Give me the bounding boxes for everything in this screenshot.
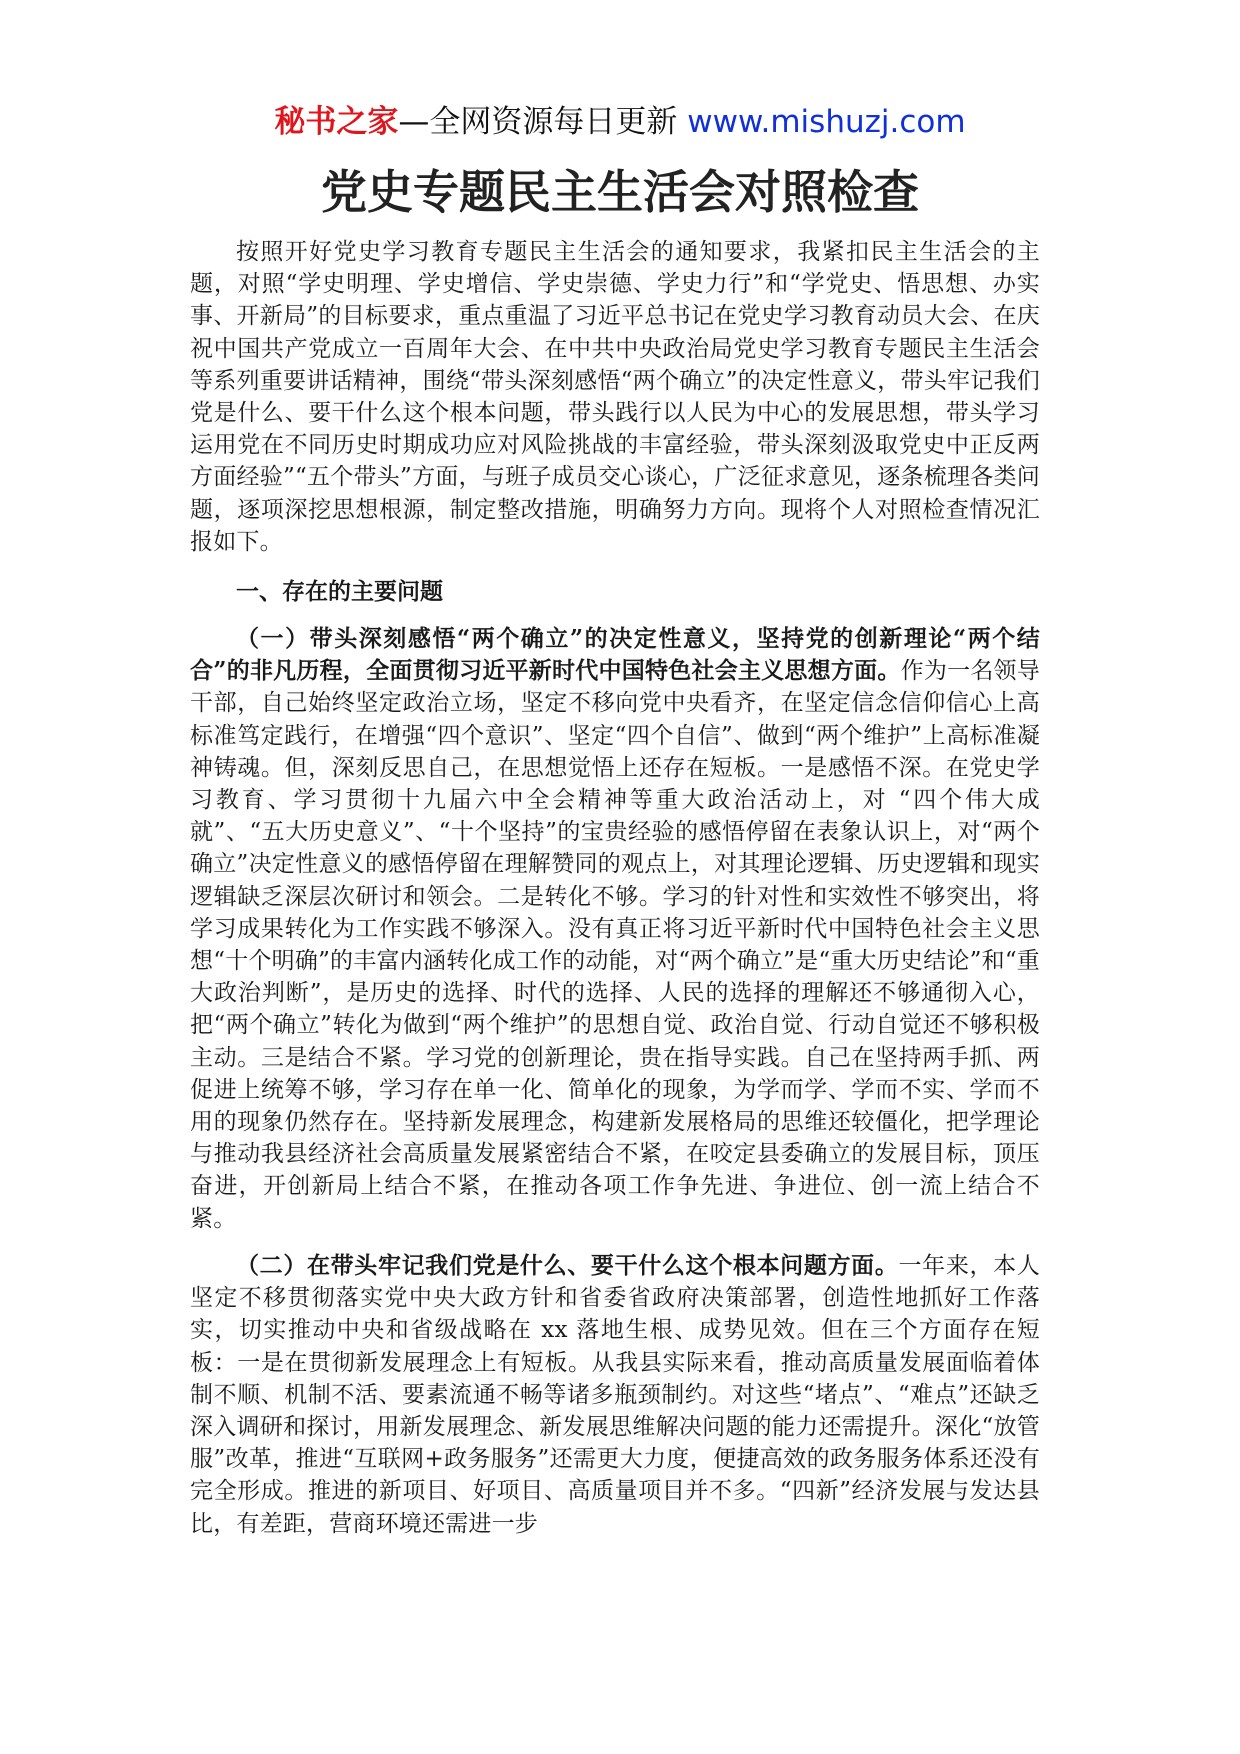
problem-item-2-title: （二）在带头牢记我们党是什么、要干什么这个根本问题方面。: [236, 1251, 899, 1279]
problem-item-1: [190, 623, 1040, 1235]
document-body: [190, 236, 1040, 1540]
problem-item-1-title: （一）带头深刻感悟“两个确立”的决定性意义，坚持党的创新理论“两个结合”的非凡历程，全面贯彻习近平新时代中国特色社会主义思想方面。: [190, 625, 1040, 685]
problem-item-2-text: 一年来，本人坚定不移贯彻落实党中央大政方针和省委省政府决策部署，创造性地抓好工作落实，切实推动中央和省级战略在 xx 落地生根、成势见效。但在三个方面存在短板：一是在贯彻新发展理念上有短板。从我县实际来看，推动高质量发展面临着体制不顺、机制不活、要素流通不畅等诸多瓶颈制约。对这些“堵点”、“难点”还缺乏深入调研和探讨，用新发展理念、新发展思维解决问题的能力还需提升。深化“放管服”改革，推进“互联网+政务服务”还需更大力度，便捷高效的政务服务体系还没有完全形成。推进的新项目、好项目、高质量项目并不多。“四新”经济发展与发达县比，有差距，营商环境还需进一步: [190, 1252, 1041, 1537]
site-slogan: —全网资源每日更新: [398, 104, 678, 140]
intro-paragraph: 按照开好党史学习教育专题民主生活会的通知要求，我紧扣民主生活会的主题，对照“学史明理、学史增信、学史崇德、学史力行”和“学党史、悟思想、办实事、开新局”的目标要求，重点重温了习近平总书记在党史学习教育动员大会、在庆祝中国共产党成立一百周年大会、在中共中央政治局党史学习教育专题民主生活会等系列重要讲话精神，围绕“带头深刻感悟“两个确立”的决定性意义，带头牢记我们党是什么、要干什么这个根本问题，带头践行以人民为中心的发展思想，带头学习运用党在不同历史时期成功应对风险挑战的丰富经验，带头深刻汲取党史中正反两方面经验”“五个带头”方面，与班子成员交心谈心，广泛征求意见，逐条梳理各类问题，逐项深挖思想根源，制定整改措施，明确努力方向。现将个人对照检查情况汇报如下。: [190, 239, 1040, 555]
brand-name: 秘书之家: [274, 104, 399, 140]
section-heading: 一、存在的主要问题: [236, 578, 443, 606]
document-title: 党史专题民主生活会对照检查: [321, 165, 919, 219]
problem-item-2: [190, 1250, 1040, 1540]
site-header-banner: [0, 100, 1240, 144]
site-url: www.mishuzj.com: [687, 104, 966, 140]
problem-item-1-text: 作为一名领导干部，自己始终坚定政治立场，坚定不移向党中央看齐，在坚定信念信仰信心上高标准笃定践行，在增强“四个意识”、坚定“四个自信”、做到“两个维护”上高标准凝神铸魂。但，深刻反思自己，在思想觉悟上还存在短板。一是感悟不深。在党史学习教育、学习贯彻十九届六中全会精神等重大政治活动上，对 “四个伟大成就”、“五大历史意义”、“十个坚持”的宝贵经验的感悟停留在表象认识上，对“两个确立”决定性意义的感悟停留在理解赞同的观点上，对其理论逻辑、历史逻辑和现实逻辑缺乏深层次研讨和领会。二是转化不够。学习的针对性和实效性不够突出，将学习成果转化为工作实践不够深入。没有真正将习近平新时代中国特色社会主义思想“十个明确”的丰富内涵转化成工作的动能，对“两个确立”是“重大历史结论”和“重大政治判断”，是历史的选择、时代的选择、人民的选择的理解还不够通彻入心，把“两个确立”转化为做到“两个维护”的思想自觉、政治自觉、行动自觉还不够积极主动。三是结合不紧。学习党的创新理论，贵在指导实践。自己在坚持两手抓、两促进上统筹不够，学习存在单一化、简单化的现象，为学而学、学而不实、学而不用的现象仍然存在。坚持新发展理念，构建新发展格局的思维还较僵化，把学理论与推动我县经济社会高质量发展紧密结合不紧，在咬定县委确立的发展目标，顶压奋进，开创新局上结合不紧，在推动各项工作争先进、争进位、创一流上结合不紧。: [190, 658, 1040, 1232]
